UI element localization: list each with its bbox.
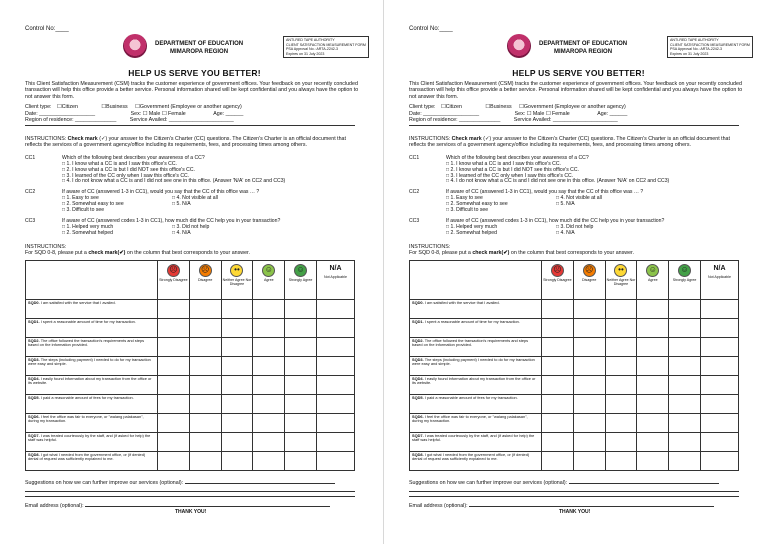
scale-header-disagree: ☹ Disagree: [573, 260, 605, 299]
client-type-business-checkbox[interactable]: ☐Business: [485, 104, 512, 111]
sqd-row: [410, 394, 739, 413]
rating-cell[interactable]: [158, 356, 190, 375]
sqd-row: [410, 299, 739, 318]
rating-cell[interactable]: [285, 432, 317, 451]
cc2-option-3[interactable]: □ 3. Difficult to see: [446, 207, 489, 214]
client-type-row: [25, 104, 364, 111]
age-field[interactable]: Age: ______: [213, 110, 244, 117]
rating-cell[interactable]: [317, 375, 355, 394]
sex-field[interactable]: Sex: ☐ Male ☐ Female: [130, 110, 186, 117]
sqd-row: [26, 394, 355, 413]
rating-cell[interactable]: [189, 318, 221, 337]
sqd-question: SQD7. I was treated courteously by the staff, and (if asked for help) the staff was helpful.: [26, 432, 158, 451]
client-type-row: [409, 104, 748, 111]
cc3-option-3[interactable]: □ 3. Did not help: [172, 223, 210, 230]
region-field[interactable]: Region of residence: ______________: [25, 117, 117, 124]
cc3-option-4[interactable]: □ 4. N/A: [556, 229, 575, 236]
happy-face-icon: ☺: [262, 264, 275, 277]
sqd-question: SQD7. I was treated courteously by the staff, and (if asked for help) the staff was helpful.: [410, 432, 542, 451]
cc2-text: If aware of CC (answered 1-3 in CC1), would you say that the CC of this office was … ?: [446, 189, 644, 196]
rating-cell[interactable]: [317, 299, 355, 318]
suggestions-extra-line[interactable]: [409, 496, 739, 497]
sex-field[interactable]: Sex: ☐ Male ☐ Female: [514, 110, 570, 117]
sqd-row: [26, 299, 355, 318]
rating-cell[interactable]: [221, 394, 253, 413]
rating-cell[interactable]: [573, 413, 605, 432]
cc1-question: [25, 156, 364, 186]
sqd-row: [26, 413, 355, 432]
rating-cell[interactable]: [285, 451, 317, 470]
arta-line: CLIENT SATISFACTION MEASUREMENT FORM: [670, 42, 750, 47]
rating-cell[interactable]: [637, 394, 669, 413]
rating-cell[interactable]: [189, 337, 221, 356]
sqd-row: [410, 451, 739, 470]
cc3-text: If aware of CC (answered codes 1-3 in CC1), how much did the CC help you in your transaction?: [62, 217, 281, 224]
age-field[interactable]: Age: ______: [597, 110, 628, 117]
rating-cell[interactable]: [221, 299, 253, 318]
suggestions-extra-line[interactable]: [25, 496, 355, 497]
rating-cell[interactable]: [253, 432, 285, 451]
sqd-row: [26, 432, 355, 451]
cc3-question: [25, 219, 364, 237]
rating-cell[interactable]: [669, 451, 701, 470]
rating-cell[interactable]: [158, 337, 190, 356]
rating-cell[interactable]: [158, 413, 190, 432]
sqd-question: SQD0. I am satisfied with the service that I availed.: [26, 299, 158, 318]
rating-cell[interactable]: [669, 394, 701, 413]
email-row: Email address (optional):: [25, 502, 364, 509]
cc2-option-4[interactable]: □ 4. Not visible at all: [556, 195, 602, 202]
client-type-label: Client type:: [409, 104, 436, 111]
rating-cell[interactable]: [669, 375, 701, 394]
divider-line: [25, 125, 355, 126]
sqd-question: SQD0. I am satisfied with the service that I availed.: [410, 299, 542, 318]
sqd-row: [410, 337, 739, 356]
neutral-face-icon: ••: [230, 264, 243, 277]
cc1-code: CC1: [409, 154, 420, 161]
rating-cell[interactable]: [189, 299, 221, 318]
rating-cell[interactable]: [253, 337, 285, 356]
rating-cell[interactable]: [253, 299, 285, 318]
client-type-citizen-checkbox[interactable]: ☐Citizen: [56, 104, 78, 111]
thank-you-text: THANK YOU!: [559, 508, 591, 515]
rating-cell[interactable]: [701, 375, 739, 394]
deped-seal-icon: [123, 34, 147, 58]
rating-cell[interactable]: [542, 375, 574, 394]
department-name: DEPARTMENT OF EDUCATION: [155, 41, 244, 47]
rating-cell[interactable]: [158, 451, 190, 470]
scale-header-strongly-agree: ☺ Strongly Agree: [669, 260, 701, 299]
rating-cell[interactable]: [637, 299, 669, 318]
rating-cell[interactable]: [605, 356, 637, 375]
rating-cell[interactable]: [669, 299, 701, 318]
rating-cell[interactable]: [542, 413, 574, 432]
rating-cell[interactable]: [221, 356, 253, 375]
arta-line: PSA Approval No.: ARTA-2242-3: [670, 47, 723, 52]
rating-cell[interactable]: [573, 432, 605, 451]
rating-cell[interactable]: [573, 318, 605, 337]
suggestions-row: Suggestions on how we can further improve our services (optional):: [25, 479, 364, 486]
cc3-option-2[interactable]: □ 2. Somewhat helped: [446, 229, 497, 236]
arta-line: Expires on 31 July 2023: [286, 51, 325, 56]
rating-cell[interactable]: [542, 394, 574, 413]
control-number: Control No:____: [25, 26, 69, 32]
sqd-instructions: INSTRUCTIONS: For SQD 0-8, please put a check mark(✔) on the column that best corresponds to your answer.: [25, 243, 250, 257]
sqd-question: SQD1. I spent a reasonable amount of time for my transaction.: [26, 318, 158, 337]
scale-header-na: N/A Not Applicable: [701, 260, 739, 299]
rating-cell[interactable]: [542, 451, 574, 470]
arta-line: ANTI-RED TAPE AUTHORITY: [670, 38, 719, 42]
client-type-business-checkbox[interactable]: ☐Business: [101, 104, 128, 111]
rating-cell[interactable]: [317, 413, 355, 432]
rating-cell[interactable]: [637, 432, 669, 451]
sqd-row: [26, 375, 355, 394]
date-field[interactable]: Date: ___________________: [409, 110, 480, 117]
region-name: MIMAROPA REGION: [554, 49, 613, 55]
cc-instructions: INSTRUCTIONS: Check mark (✓) your answer to the Citizen's Charter (CC) questions. The Citizen's Charter is an official document that reflects the services of a government agency/office including its requirements, fees, and processing times among others.: [25, 136, 346, 149]
rating-cell[interactable]: [158, 375, 190, 394]
cc1-option-1[interactable]: □ 1. I know what a CC is and I saw this office's CC.: [446, 160, 561, 167]
form-heading: HELP US SERVE YOU BETTER!: [512, 68, 645, 78]
date-sex-age-row: [25, 111, 364, 118]
cc3-question: [409, 219, 748, 237]
rating-cell[interactable]: [285, 318, 317, 337]
very-happy-face-icon: ☺: [294, 264, 307, 277]
intro-paragraph: This Client Satisfaction Measurement (CSM) tracks the customer experience of government offices. Your feedback on your recently concluded transaction will help this office provide a better service. Personal information shared will be kept confidential and you always have the option to not answer this form.: [409, 81, 743, 100]
cc1-option-2[interactable]: □ 2. I know what a CC is but I did NOT see this office's CC.: [446, 166, 579, 173]
rating-cell[interactable]: [285, 299, 317, 318]
sqd-question: SQD2. The office followed the transaction's requirements and steps based on the information provided.: [410, 337, 542, 356]
arta-line: PSA Approval No.: ARTA-2242-3: [286, 47, 339, 52]
region-name: MIMAROPA REGION: [170, 49, 229, 55]
scale-header-neutral: •• Neither Agree Nor Disagree: [605, 260, 637, 299]
blank-header-cell: [410, 260, 542, 299]
rating-cell[interactable]: [669, 413, 701, 432]
rating-cell[interactable]: [189, 432, 221, 451]
rating-cell[interactable]: [221, 375, 253, 394]
rating-cell[interactable]: [573, 356, 605, 375]
rating-cell[interactable]: [317, 356, 355, 375]
happy-face-icon: ☺: [646, 264, 659, 277]
rating-cell[interactable]: [701, 318, 739, 337]
department-name: DEPARTMENT OF EDUCATION: [539, 41, 628, 47]
date-sex-age-row: [409, 111, 748, 118]
date-field[interactable]: Date: ___________________: [25, 110, 96, 117]
rating-cell[interactable]: [701, 451, 739, 470]
sqd-rating-table: [409, 260, 739, 471]
rating-cell[interactable]: [253, 413, 285, 432]
arta-info-box: [283, 36, 369, 58]
form-header: [409, 14, 748, 64]
rating-cell[interactable]: [542, 432, 574, 451]
scale-header-disagree: ☹ Disagree: [189, 260, 221, 299]
cc1-question: [409, 156, 748, 186]
rating-cell[interactable]: [542, 318, 574, 337]
sad-face-icon: ☹: [199, 264, 212, 277]
cc2-question: [409, 190, 748, 214]
rating-cell[interactable]: [285, 394, 317, 413]
rating-cell[interactable]: [573, 394, 605, 413]
cc2-option-empty: [556, 208, 748, 214]
rating-cell[interactable]: [542, 337, 574, 356]
cc3-option-2[interactable]: □ 2. Somewhat helped: [62, 229, 113, 236]
sqd-question: SQD4. I easily found information about my transaction from the office or its website.: [26, 375, 158, 394]
rating-cell[interactable]: [701, 432, 739, 451]
sqd-row: [26, 356, 355, 375]
cc2-option-4[interactable]: □ 4. Not visible at all: [172, 195, 218, 202]
rating-cell[interactable]: [253, 451, 285, 470]
rating-cell[interactable]: [189, 413, 221, 432]
rating-cell[interactable]: [637, 356, 669, 375]
cc2-code: CC2: [409, 189, 420, 196]
cc2-option-5[interactable]: □ 5. N/A: [172, 201, 191, 208]
region-service-row: [409, 117, 748, 124]
rating-cell[interactable]: [701, 394, 739, 413]
cc2-code: CC2: [25, 189, 36, 196]
cc2-option-2[interactable]: □ 2. Somewhat easy to see: [446, 201, 508, 208]
sqd-question: SQD8. I got what I needed from the government office, or (if denied) denial of request was sufficiently explained to me.: [26, 451, 158, 470]
sqd-instructions: INSTRUCTIONS: For SQD 0-8, please put a check mark(✔) on the column that best corresponds to your answer.: [409, 243, 634, 257]
rating-cell[interactable]: [637, 318, 669, 337]
sqd-question: SQD6. I feel the office was fair to everyone, or "walang palakasan", during my transaction.: [410, 413, 542, 432]
cc2-option-empty: [172, 208, 364, 214]
suggestions-extra-line[interactable]: [409, 491, 739, 492]
scale-header-agree: ☺ Agree: [637, 260, 669, 299]
rating-cell[interactable]: [573, 375, 605, 394]
sqd-header-row: [410, 260, 739, 299]
rating-cell[interactable]: [158, 299, 190, 318]
rating-cell[interactable]: [637, 451, 669, 470]
very-sad-face-icon: ☹: [551, 264, 564, 277]
rating-cell[interactable]: [253, 356, 285, 375]
scale-header-neutral: •• Neither Agree Nor Disagree: [221, 260, 253, 299]
arta-line: Expires on 31 July 2023: [670, 51, 709, 56]
very-sad-face-icon: ☹: [167, 264, 180, 277]
intro-paragraph: This Client Satisfaction Measurement (CSM) tracks the customer experience of government offices. Your feedback on your recently concluded transaction will help this office provide a better service. Personal information shared will be kept confidential and you always have the option to not answer this form.: [25, 81, 359, 100]
very-happy-face-icon: ☺: [678, 264, 691, 277]
client-type-government-checkbox[interactable]: ☐Government (Employee or another agency): [519, 104, 626, 111]
sqd-question: SQD3. The steps (including payment) I needed to do for my transaction were easy and simple.: [410, 356, 542, 375]
cc3-option-4[interactable]: □ 4. N/A: [172, 229, 191, 236]
rating-cell[interactable]: [637, 375, 669, 394]
rating-cell[interactable]: [637, 337, 669, 356]
email-input[interactable]: [469, 502, 714, 507]
rating-cell[interactable]: [605, 337, 637, 356]
rating-cell[interactable]: [701, 299, 739, 318]
cc1-text: Which of the following best describes your awareness of a CC?: [446, 154, 589, 161]
cc1-code: CC1: [25, 154, 36, 161]
arta-line: CLIENT SATISFACTION MEASUREMENT FORM: [286, 42, 366, 47]
cc3-code: CC3: [409, 217, 420, 224]
suggestions-input[interactable]: [569, 479, 719, 484]
rating-cell[interactable]: [573, 299, 605, 318]
form-copy-right: [384, 0, 768, 544]
rating-cell[interactable]: [285, 413, 317, 432]
rating-cell[interactable]: [542, 299, 574, 318]
sqd-question: SQD6. I feel the office was fair to everyone, or "walang palakasan", during my transaction.: [26, 413, 158, 432]
rating-cell[interactable]: [317, 432, 355, 451]
cc2-option-3[interactable]: □ 3. Difficult to see: [62, 207, 105, 214]
rating-cell[interactable]: [605, 299, 637, 318]
sqd-question: SQD1. I spent a reasonable amount of time for my transaction.: [410, 318, 542, 337]
rating-cell[interactable]: [317, 451, 355, 470]
cc3-option-1[interactable]: □ 1. Helped very much: [446, 223, 498, 230]
service-availed-field[interactable]: Service Availed: ______________________: [513, 117, 618, 124]
rating-cell[interactable]: [221, 432, 253, 451]
rating-cell[interactable]: [605, 318, 637, 337]
email-row: Email address (optional):: [409, 502, 748, 509]
rating-cell[interactable]: [669, 432, 701, 451]
scale-header-strongly-disagree: ☹ Strongly Disagree: [542, 260, 574, 299]
suggestions-row: Suggestions on how we can further improve our services (optional):: [409, 479, 748, 486]
suggestions-extra-line[interactable]: [25, 491, 355, 492]
cc2-text: If aware of CC (answered 1-3 in CC1), would you say that the CC of this office was … ?: [62, 189, 260, 196]
cc2-option-1[interactable]: □ 1. Easy to see: [62, 195, 99, 202]
suggestions-input[interactable]: [185, 479, 335, 484]
rating-cell[interactable]: [317, 394, 355, 413]
sqd-row: [410, 413, 739, 432]
rating-cell[interactable]: [285, 356, 317, 375]
sqd-row: [410, 318, 739, 337]
rating-cell[interactable]: [605, 432, 637, 451]
rating-cell[interactable]: [542, 356, 574, 375]
arta-line: ANTI-RED TAPE AUTHORITY: [286, 38, 335, 42]
sad-face-icon: ☹: [583, 264, 596, 277]
client-type-government-checkbox[interactable]: ☐Government (Employee or another agency): [135, 104, 242, 111]
rating-cell[interactable]: [189, 394, 221, 413]
sqd-row: [26, 318, 355, 337]
cc2-option-1[interactable]: □ 1. Easy to see: [446, 195, 483, 202]
cc2-option-2[interactable]: □ 2. Somewhat easy to see: [62, 201, 124, 208]
sqd-row: [410, 432, 739, 451]
rating-cell[interactable]: [221, 337, 253, 356]
rating-cell[interactable]: [573, 451, 605, 470]
rating-cell[interactable]: [605, 413, 637, 432]
rating-cell[interactable]: [669, 356, 701, 375]
cc2-option-5[interactable]: □ 5. N/A: [556, 201, 575, 208]
rating-cell[interactable]: [285, 375, 317, 394]
client-type-citizen-checkbox[interactable]: ☐Citizen: [440, 104, 462, 111]
sqd-question: SQD4. I easily found information about my transaction from the office or its website.: [410, 375, 542, 394]
rating-cell[interactable]: [605, 375, 637, 394]
cc1-option-4[interactable]: □ 4. I do not know what a CC is and I did not see one in this office. (Answer 'N/A' on CC2 and CC3): [62, 178, 286, 185]
cc1-option-3[interactable]: □ 3. I learned of the CC only when I saw this office's CC.: [62, 172, 190, 179]
department-title: [155, 40, 243, 56]
rating-cell[interactable]: [701, 337, 739, 356]
sqd-row: [26, 337, 355, 356]
cc3-code: CC3: [25, 217, 36, 224]
scale-header-strongly-disagree: ☹ Strongly Disagree: [158, 260, 190, 299]
sqd-row: [410, 375, 739, 394]
sqd-question: SQD5. I paid a reasonable amount of fees for my transaction.: [410, 394, 542, 413]
sqd-question: SQD5. I paid a reasonable amount of fees for my transaction.: [26, 394, 158, 413]
department-title: [539, 40, 627, 56]
rating-cell[interactable]: [158, 432, 190, 451]
control-number: Control No:____: [409, 26, 453, 32]
neutral-face-icon: ••: [614, 264, 627, 277]
rating-cell[interactable]: [189, 356, 221, 375]
scale-header-na: N/A Not Applicable: [317, 260, 355, 299]
service-availed-field[interactable]: Service Availed: ______________________: [129, 117, 234, 124]
rating-cell[interactable]: [221, 318, 253, 337]
client-type-label: Client type:: [25, 104, 52, 111]
rating-cell[interactable]: [253, 318, 285, 337]
rating-cell[interactable]: [701, 413, 739, 432]
rating-cell[interactable]: [701, 356, 739, 375]
cc1-option-2[interactable]: □ 2. I know what a CC is but I did NOT see this office's CC.: [62, 166, 195, 173]
rating-cell[interactable]: [637, 413, 669, 432]
cc2-question: [25, 190, 364, 214]
cc1-option-4[interactable]: □ 4. I do not know what a CC is and I did not see one in this office. (Answer 'N/A' on CC2 and CC3): [446, 178, 670, 185]
scale-header-agree: ☺ Agree: [253, 260, 285, 299]
region-field[interactable]: Region of residence: ______________: [409, 117, 501, 124]
sqd-question: SQD3. The steps (including payment) I needed to do for my transaction were easy and simple.: [26, 356, 158, 375]
rating-cell[interactable]: [221, 451, 253, 470]
rating-cell[interactable]: [158, 318, 190, 337]
rating-cell[interactable]: [189, 375, 221, 394]
sqd-rating-table: [25, 260, 355, 471]
region-service-row: [25, 117, 364, 124]
form-header: [25, 14, 364, 64]
rating-cell[interactable]: [253, 394, 285, 413]
rating-cell[interactable]: [573, 337, 605, 356]
sqd-row: [410, 356, 739, 375]
cc1-option-3[interactable]: □ 3. I learned of the CC only when I saw this office's CC.: [446, 172, 574, 179]
divider-line: [409, 125, 739, 126]
sqd-question: SQD2. The office followed the transaction's requirements and steps based on the information provided.: [26, 337, 158, 356]
cc-instructions: INSTRUCTIONS: Check mark (✓) your answer to the Citizen's Charter (CC) questions. The Citizen's Charter is an official document that reflects the services of a government agency/office including its requirements, fees, and processing times among others.: [409, 136, 730, 149]
cc3-text: If aware of CC (answered codes 1-3 in CC1), how much did the CC help you in your transaction?: [446, 217, 665, 224]
sqd-header-row: [26, 260, 355, 299]
rating-cell[interactable]: [253, 375, 285, 394]
deped-seal-icon: [507, 34, 531, 58]
cc3-option-1[interactable]: □ 1. Helped very much: [62, 223, 114, 230]
rating-cell[interactable]: [317, 318, 355, 337]
cc3-option-3[interactable]: □ 3. Did not help: [556, 223, 594, 230]
cc1-text: Which of the following best describes your awareness of a CC?: [62, 154, 205, 161]
blank-header-cell: [26, 260, 158, 299]
rating-cell[interactable]: [669, 337, 701, 356]
thank-you-text: THANK YOU!: [175, 508, 207, 515]
rating-cell[interactable]: [605, 394, 637, 413]
rating-cell[interactable]: [605, 451, 637, 470]
rating-cell[interactable]: [285, 337, 317, 356]
arta-info-box: [667, 36, 753, 58]
rating-cell[interactable]: [317, 337, 355, 356]
rating-cell[interactable]: [158, 394, 190, 413]
rating-cell[interactable]: [669, 318, 701, 337]
rating-cell[interactable]: [189, 451, 221, 470]
scale-header-strongly-agree: ☺ Strongly Agree: [285, 260, 317, 299]
form-heading: HELP US SERVE YOU BETTER!: [128, 68, 261, 78]
sqd-row: [26, 451, 355, 470]
email-input[interactable]: [85, 502, 330, 507]
cc1-option-1[interactable]: □ 1. I know what a CC is and I saw this office's CC.: [62, 160, 177, 167]
sqd-question: SQD8. I got what I needed from the government office, or (if denied) denial of request was sufficiently explained to me.: [410, 451, 542, 470]
rating-cell[interactable]: [221, 413, 253, 432]
